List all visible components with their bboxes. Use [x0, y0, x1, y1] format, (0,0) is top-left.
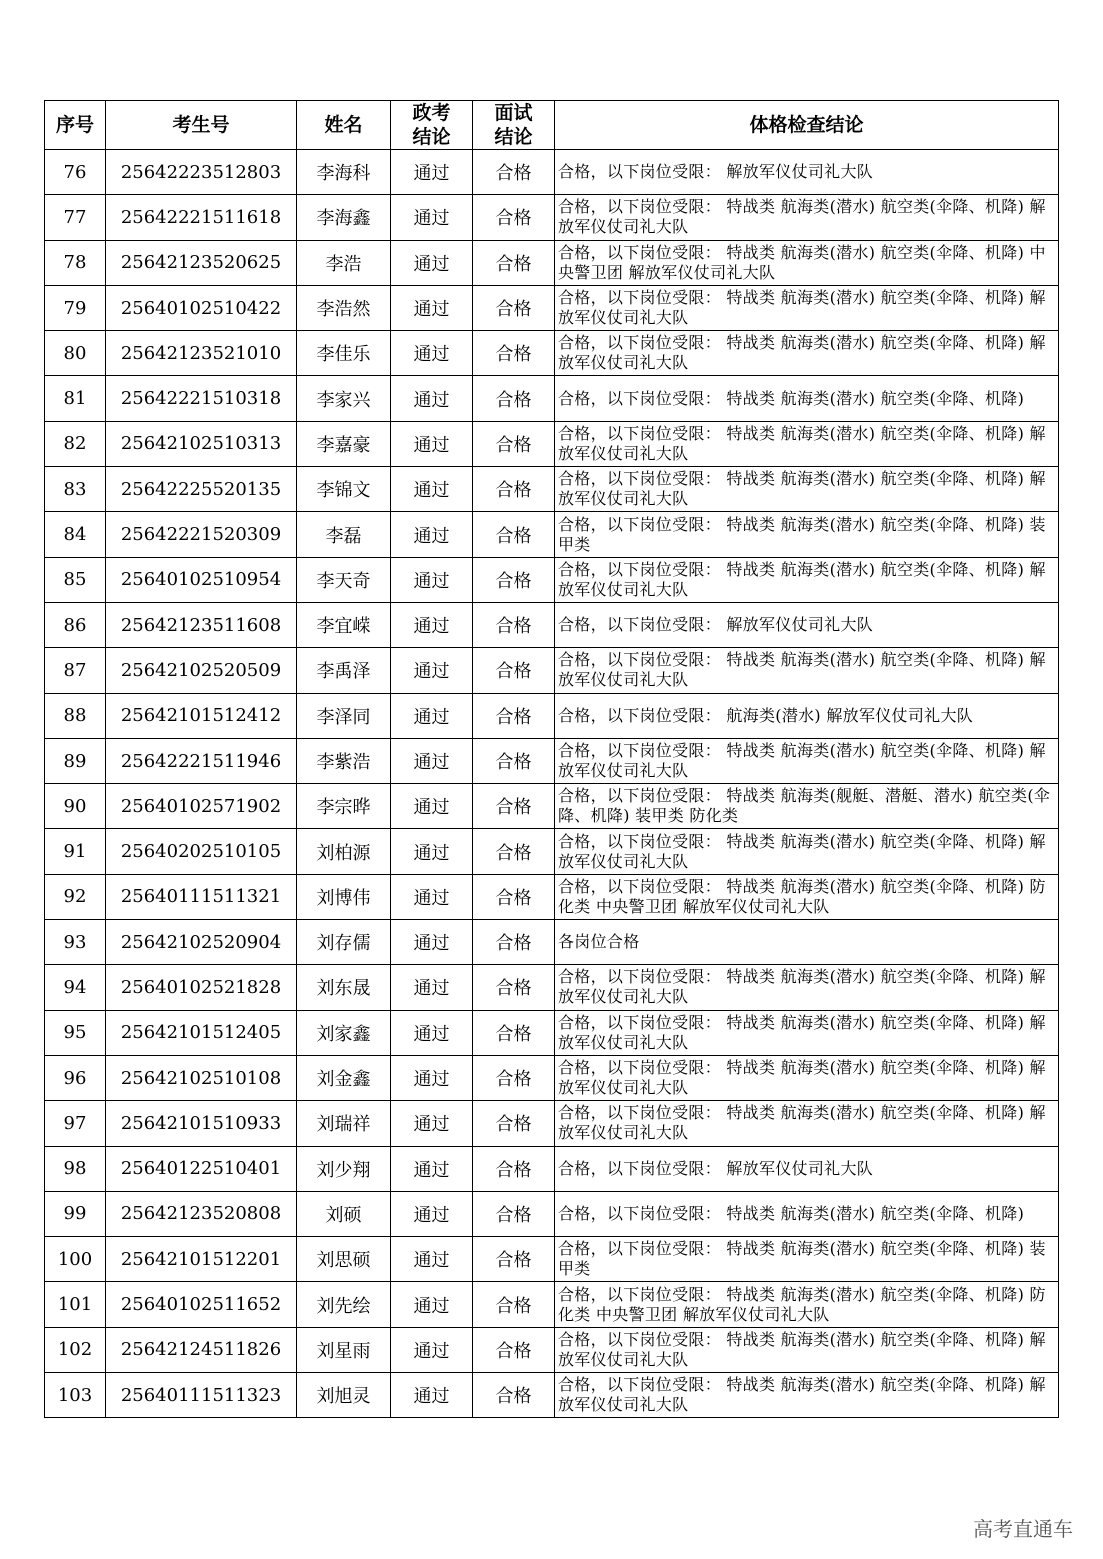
cell-no: 81 — [45, 376, 106, 421]
cell-interview: 合格 — [473, 195, 555, 240]
table-row — [45, 1191, 1059, 1236]
cell-no: 80 — [45, 331, 106, 376]
cell-political: 通过 — [391, 512, 473, 557]
cell-political: 通过 — [391, 829, 473, 874]
cell-name: 刘少翔 — [297, 1146, 391, 1191]
cell-no: 79 — [45, 285, 106, 330]
cell-interview: 合格 — [473, 1191, 555, 1236]
cell-no: 85 — [45, 557, 106, 602]
cell-name: 刘旭灵 — [297, 1373, 391, 1418]
cell-political: 通过 — [391, 557, 473, 602]
table-header-row — [45, 101, 1059, 150]
cell-physical-result: 各岗位合格 — [555, 920, 1059, 965]
results-table — [44, 100, 1059, 1418]
cell-name: 李磊 — [297, 512, 391, 557]
cell-physical-result: 合格，以下岗位受限： 解放军仪仗司礼大队 — [555, 150, 1059, 195]
cell-political: 通过 — [391, 1327, 473, 1372]
cell-no: 100 — [45, 1237, 106, 1282]
table-row — [45, 240, 1059, 285]
cell-exam-id: 25640111511321 — [106, 874, 297, 919]
cell-political: 通过 — [391, 1101, 473, 1146]
cell-interview: 合格 — [473, 1146, 555, 1191]
table-row — [45, 421, 1059, 466]
table-row — [45, 467, 1059, 512]
cell-physical-result: 合格，以下岗位受限： 特战类 航海类(潜水) 航空类(伞降、机降) 装甲类 — [555, 512, 1059, 557]
cell-political: 通过 — [391, 738, 473, 783]
cell-physical-result: 合格，以下岗位受限： 特战类 航海类(潜水) 航空类(伞降、机降) 解放军仪仗司礼大队 — [555, 557, 1059, 602]
cell-name: 李天奇 — [297, 557, 391, 602]
cell-political: 通过 — [391, 195, 473, 240]
cell-political: 通过 — [391, 1055, 473, 1100]
cell-physical-result: 合格，以下岗位受限： 解放军仪仗司礼大队 — [555, 602, 1059, 647]
cell-political: 通过 — [391, 920, 473, 965]
cell-physical-result: 合格，以下岗位受限： 特战类 航海类(潜水) 航空类(伞降、机降) 防化类 中央警卫团 解放军仪仗司礼大队 — [555, 1282, 1059, 1327]
cell-political: 通过 — [391, 602, 473, 647]
cell-physical-result: 合格，以下岗位受限： 特战类 航海类(潜水) 航空类(伞降、机降) 解放军仪仗司礼大队 — [555, 1373, 1059, 1418]
cell-interview: 合格 — [473, 557, 555, 602]
cell-political: 通过 — [391, 784, 473, 829]
table-row — [45, 602, 1059, 647]
cell-physical-result: 合格，以下岗位受限： 特战类 航海类(潜水) 航空类(伞降、机降) 解放军仪仗司礼大队 — [555, 829, 1059, 874]
cell-political: 通过 — [391, 1237, 473, 1282]
header-interview — [473, 101, 555, 150]
cell-physical-result: 合格，以下岗位受限： 特战类 航海类(潜水) 航空类(伞降、机降) 装甲类 — [555, 1237, 1059, 1282]
cell-no: 99 — [45, 1191, 106, 1236]
cell-no: 93 — [45, 920, 106, 965]
cell-physical-result: 合格，以下岗位受限： 特战类 航海类(潜水) 航空类(伞降、机降) 中央警卫团 解放军仪仗司礼大队 — [555, 240, 1059, 285]
table-row — [45, 1101, 1059, 1146]
cell-exam-id: 25642101512412 — [106, 693, 297, 738]
cell-name: 刘博伟 — [297, 874, 391, 919]
cell-exam-id: 25640102521828 — [106, 965, 297, 1010]
header-interview-line2: 结论 — [494, 126, 533, 148]
cell-name: 刘硕 — [297, 1191, 391, 1236]
cell-exam-id: 25642223512803 — [106, 150, 297, 195]
cell-political: 通过 — [391, 648, 473, 693]
table-row — [45, 195, 1059, 240]
table-row — [45, 557, 1059, 602]
table-row — [45, 1327, 1059, 1372]
cell-political: 通过 — [391, 1373, 473, 1418]
cell-name: 李海鑫 — [297, 195, 391, 240]
cell-physical-result: 合格，以下岗位受限： 特战类 航海类(潜水) 航空类(伞降、机降) — [555, 1191, 1059, 1236]
cell-exam-id: 25642101512201 — [106, 1237, 297, 1282]
cell-physical-result: 合格，以下岗位受限： 特战类 航海类(潜水) 航空类(伞降、机降) 解放军仪仗司礼大队 — [555, 1327, 1059, 1372]
cell-physical-result: 合格，以下岗位受限： 解放军仪仗司礼大队 — [555, 1146, 1059, 1191]
cell-physical-result: 合格，以下岗位受限： 航海类(潜水) 解放军仪仗司礼大队 — [555, 693, 1059, 738]
table-row — [45, 150, 1059, 195]
table-row — [45, 1373, 1059, 1418]
cell-exam-id: 25642123520625 — [106, 240, 297, 285]
cell-interview: 合格 — [473, 920, 555, 965]
cell-name: 刘柏源 — [297, 829, 391, 874]
cell-name: 李泽同 — [297, 693, 391, 738]
table-row — [45, 376, 1059, 421]
header-political — [391, 101, 473, 150]
table-row — [45, 1237, 1059, 1282]
cell-name: 刘金鑫 — [297, 1055, 391, 1100]
table-row — [45, 1055, 1059, 1100]
cell-political: 通过 — [391, 421, 473, 466]
cell-interview: 合格 — [473, 693, 555, 738]
cell-name: 李海科 — [297, 150, 391, 195]
cell-no: 82 — [45, 421, 106, 466]
cell-name: 李嘉豪 — [297, 421, 391, 466]
cell-interview: 合格 — [473, 602, 555, 647]
cell-physical-result: 合格，以下岗位受限： 特战类 航海类(潜水) 航空类(伞降、机降) 解放军仪仗司礼大队 — [555, 331, 1059, 376]
cell-no: 76 — [45, 150, 106, 195]
cell-exam-id: 25642123520808 — [106, 1191, 297, 1236]
cell-physical-result: 合格，以下岗位受限： 特战类 航海类(潜水) 航空类(伞降、机降) 解放军仪仗司礼大队 — [555, 1010, 1059, 1055]
cell-interview: 合格 — [473, 829, 555, 874]
cell-political: 通过 — [391, 467, 473, 512]
cell-no: 88 — [45, 693, 106, 738]
cell-exam-id: 25642101512405 — [106, 1010, 297, 1055]
cell-interview: 合格 — [473, 648, 555, 693]
cell-name: 李浩 — [297, 240, 391, 285]
table-row — [45, 1146, 1059, 1191]
cell-interview: 合格 — [473, 1327, 555, 1372]
cell-name: 李锦文 — [297, 467, 391, 512]
cell-political: 通过 — [391, 1191, 473, 1236]
cell-exam-id: 25640202510105 — [106, 829, 297, 874]
cell-physical-result: 合格，以下岗位受限： 特战类 航海类(潜水) 航空类(伞降、机降) 解放军仪仗司礼大队 — [555, 467, 1059, 512]
cell-name: 李浩然 — [297, 285, 391, 330]
cell-no: 98 — [45, 1146, 106, 1191]
cell-name: 李宗晔 — [297, 784, 391, 829]
cell-exam-id: 25640122510401 — [106, 1146, 297, 1191]
cell-physical-result: 合格，以下岗位受限： 特战类 航海类(潜水) 航空类(伞降、机降) 解放军仪仗司礼大队 — [555, 1101, 1059, 1146]
cell-name: 李禹泽 — [297, 648, 391, 693]
table-row — [45, 874, 1059, 919]
cell-interview: 合格 — [473, 331, 555, 376]
cell-interview: 合格 — [473, 1101, 555, 1146]
table-row — [45, 1010, 1059, 1055]
cell-name: 刘星雨 — [297, 1327, 391, 1372]
cell-physical-result: 合格，以下岗位受限： 特战类 航海类(潜水) 航空类(伞降、机降) 解放军仪仗司礼大队 — [555, 195, 1059, 240]
header-political-line1: 政考 — [412, 102, 451, 124]
table-row — [45, 648, 1059, 693]
cell-political: 通过 — [391, 331, 473, 376]
table-row — [45, 512, 1059, 557]
cell-political: 通过 — [391, 376, 473, 421]
cell-exam-id: 25642221510318 — [106, 376, 297, 421]
watermark-text: 高考直通车 — [973, 1517, 1073, 1541]
cell-interview: 合格 — [473, 285, 555, 330]
cell-interview: 合格 — [473, 467, 555, 512]
cell-interview: 合格 — [473, 965, 555, 1010]
cell-exam-id: 25642123511608 — [106, 602, 297, 647]
cell-exam-id: 25642221520309 — [106, 512, 297, 557]
cell-no: 94 — [45, 965, 106, 1010]
cell-interview: 合格 — [473, 874, 555, 919]
header-exam-id: 考生号 — [106, 101, 297, 150]
cell-exam-id: 25642101510933 — [106, 1101, 297, 1146]
cell-political: 通过 — [391, 285, 473, 330]
cell-exam-id: 25642225520135 — [106, 467, 297, 512]
cell-interview: 合格 — [473, 376, 555, 421]
cell-name: 李佳乐 — [297, 331, 391, 376]
cell-physical-result: 合格，以下岗位受限： 特战类 航海类(潜水) 航空类(伞降、机降) 防化类 中央警卫团 解放军仪仗司礼大队 — [555, 874, 1059, 919]
table-row — [45, 1282, 1059, 1327]
table-row — [45, 738, 1059, 783]
table-row — [45, 693, 1059, 738]
cell-interview: 合格 — [473, 784, 555, 829]
cell-interview: 合格 — [473, 512, 555, 557]
cell-interview: 合格 — [473, 150, 555, 195]
cell-name: 李紫浩 — [297, 738, 391, 783]
cell-exam-id: 25642221511618 — [106, 195, 297, 240]
cell-exam-id: 25640102510422 — [106, 285, 297, 330]
cell-political: 通过 — [391, 965, 473, 1010]
cell-physical-result: 合格，以下岗位受限： 特战类 航海类(潜水) 航空类(伞降、机降) 解放军仪仗司礼大队 — [555, 965, 1059, 1010]
cell-political: 通过 — [391, 1282, 473, 1327]
cell-no: 91 — [45, 829, 106, 874]
cell-interview: 合格 — [473, 1373, 555, 1418]
cell-exam-id: 25642102510108 — [106, 1055, 297, 1100]
cell-interview: 合格 — [473, 1282, 555, 1327]
cell-interview: 合格 — [473, 240, 555, 285]
cell-no: 103 — [45, 1373, 106, 1418]
cell-name: 刘东晟 — [297, 965, 391, 1010]
table-row — [45, 829, 1059, 874]
cell-physical-result: 合格，以下岗位受限： 特战类 航海类(潜水) 航空类(伞降、机降) 解放军仪仗司礼大队 — [555, 285, 1059, 330]
cell-physical-result: 合格，以下岗位受限： 特战类 航海类(潜水) 航空类(伞降、机降) 解放军仪仗司礼大队 — [555, 1055, 1059, 1100]
cell-name: 李家兴 — [297, 376, 391, 421]
cell-exam-id: 25642124511826 — [106, 1327, 297, 1372]
header-no: 序号 — [45, 101, 106, 150]
cell-no: 101 — [45, 1282, 106, 1327]
cell-political: 通过 — [391, 1146, 473, 1191]
cell-exam-id: 25642221511946 — [106, 738, 297, 783]
cell-no: 89 — [45, 738, 106, 783]
header-interview-line1: 面试 — [494, 102, 533, 124]
cell-no: 84 — [45, 512, 106, 557]
cell-no: 83 — [45, 467, 106, 512]
cell-exam-id: 25640102511652 — [106, 1282, 297, 1327]
cell-exam-id: 25642102520509 — [106, 648, 297, 693]
cell-name: 刘家鑫 — [297, 1010, 391, 1055]
cell-exam-id: 25642102520904 — [106, 920, 297, 965]
cell-political: 通过 — [391, 693, 473, 738]
cell-no: 86 — [45, 602, 106, 647]
cell-name: 李宜嵘 — [297, 602, 391, 647]
cell-no: 95 — [45, 1010, 106, 1055]
cell-political: 通过 — [391, 874, 473, 919]
cell-exam-id: 25640102571902 — [106, 784, 297, 829]
table-row — [45, 331, 1059, 376]
cell-name: 刘先绘 — [297, 1282, 391, 1327]
cell-physical-result: 合格，以下岗位受限： 特战类 航海类(潜水) 航空类(伞降、机降) 解放军仪仗司礼大队 — [555, 648, 1059, 693]
header-physical: 体格检查结论 — [555, 101, 1059, 150]
cell-exam-id: 25642123521010 — [106, 331, 297, 376]
cell-physical-result: 合格，以下岗位受限： 特战类 航海类(舰艇、潜艇、潜水) 航空类(伞降、机降) 装甲类 防化类 — [555, 784, 1059, 829]
cell-no: 87 — [45, 648, 106, 693]
cell-no: 102 — [45, 1327, 106, 1372]
cell-interview: 合格 — [473, 421, 555, 466]
cell-physical-result: 合格，以下岗位受限： 特战类 航海类(潜水) 航空类(伞降、机降) 解放军仪仗司礼大队 — [555, 421, 1059, 466]
cell-no: 77 — [45, 195, 106, 240]
cell-political: 通过 — [391, 150, 473, 195]
cell-name: 刘瑞祥 — [297, 1101, 391, 1146]
cell-interview: 合格 — [473, 738, 555, 783]
cell-physical-result: 合格，以下岗位受限： 特战类 航海类(潜水) 航空类(伞降、机降) 解放军仪仗司礼大队 — [555, 738, 1059, 783]
header-political-line2: 结论 — [412, 126, 451, 148]
cell-name: 刘思硕 — [297, 1237, 391, 1282]
cell-exam-id: 25640111511323 — [106, 1373, 297, 1418]
cell-political: 通过 — [391, 1010, 473, 1055]
table-row — [45, 965, 1059, 1010]
cell-political: 通过 — [391, 240, 473, 285]
cell-interview: 合格 — [473, 1055, 555, 1100]
cell-no: 78 — [45, 240, 106, 285]
cell-name: 刘存儒 — [297, 920, 391, 965]
table-row — [45, 920, 1059, 965]
cell-no: 96 — [45, 1055, 106, 1100]
cell-exam-id: 25640102510954 — [106, 557, 297, 602]
cell-exam-id: 25642102510313 — [106, 421, 297, 466]
cell-no: 97 — [45, 1101, 106, 1146]
table-row — [45, 784, 1059, 829]
cell-no: 90 — [45, 784, 106, 829]
header-name: 姓名 — [297, 101, 391, 150]
cell-interview: 合格 — [473, 1010, 555, 1055]
cell-no: 92 — [45, 874, 106, 919]
table-row — [45, 285, 1059, 330]
cell-interview: 合格 — [473, 1237, 555, 1282]
cell-physical-result: 合格，以下岗位受限： 特战类 航海类(潜水) 航空类(伞降、机降) — [555, 376, 1059, 421]
